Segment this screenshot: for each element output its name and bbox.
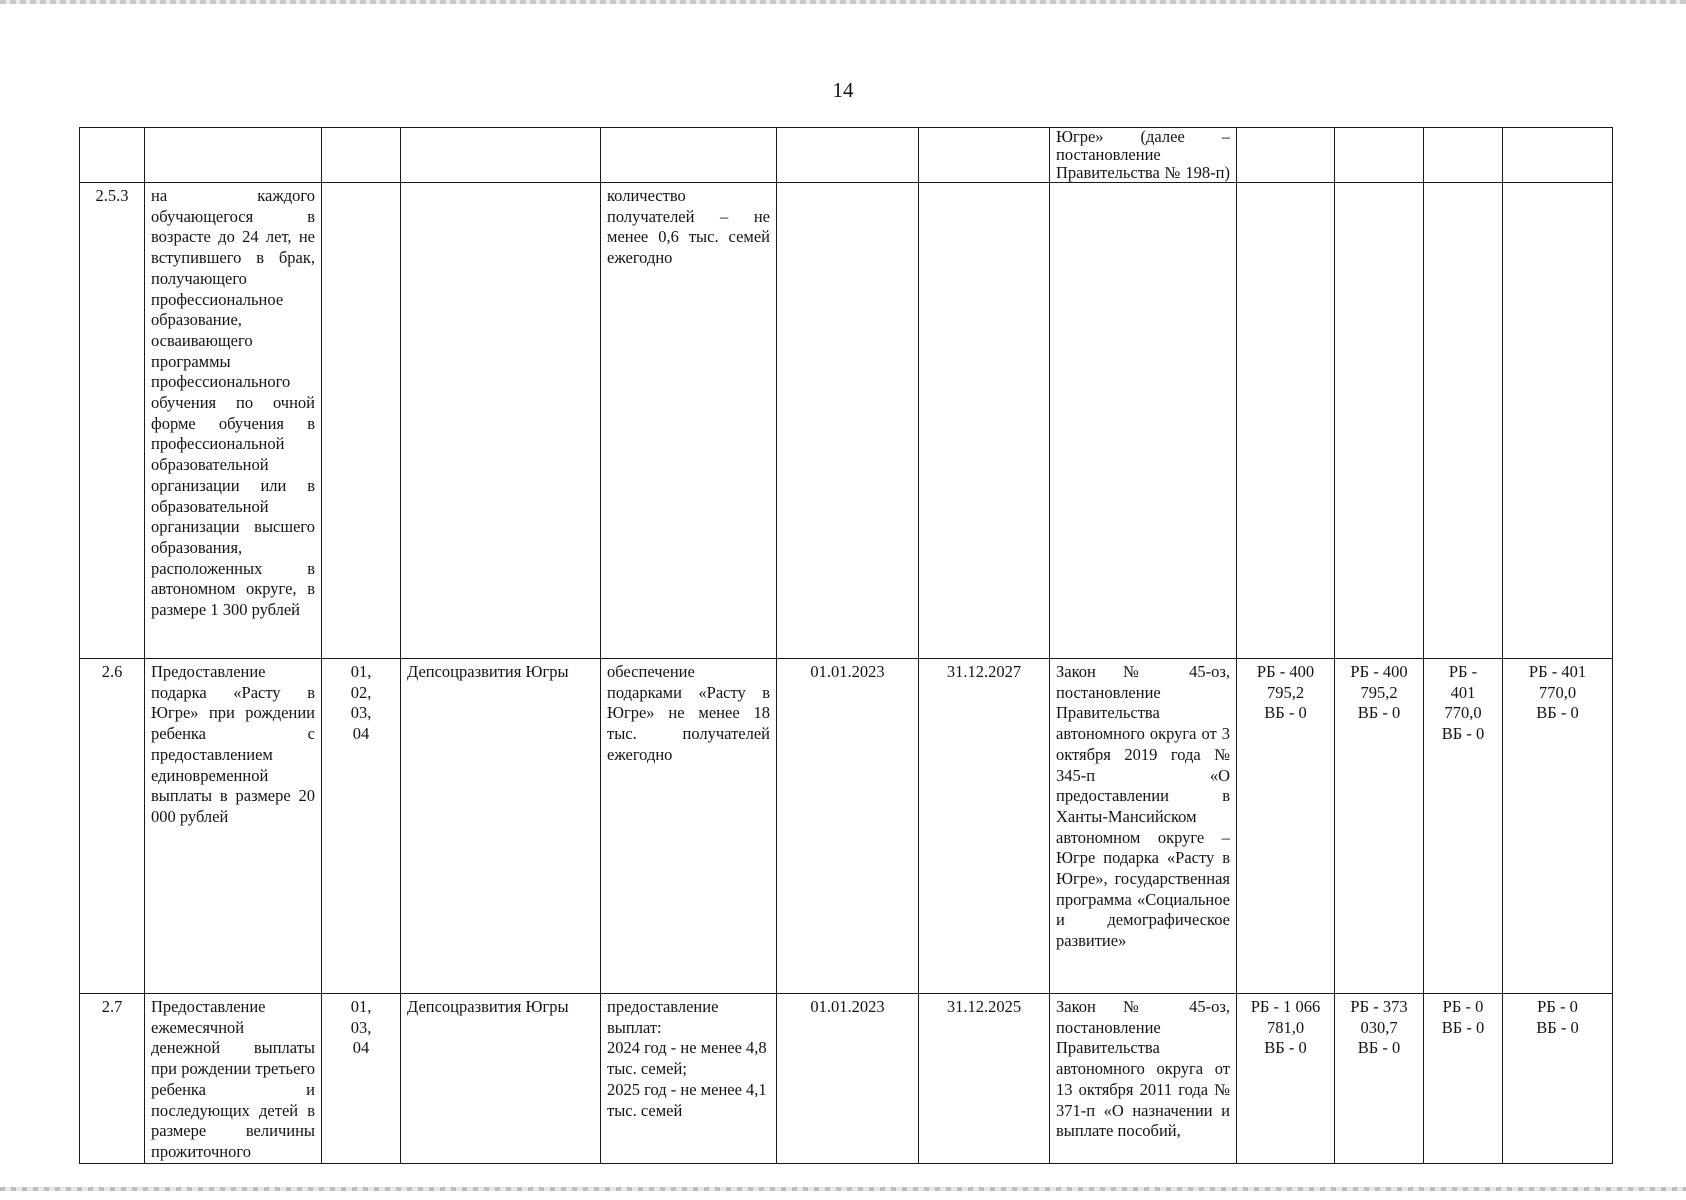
cell-num: 2.5.3 <box>80 183 145 659</box>
cell-end: 31.12.2027 <box>919 659 1050 994</box>
cell-codes <box>322 128 401 183</box>
cell-program <box>1050 183 1237 659</box>
cell-executor <box>401 183 601 659</box>
cell-num: 2.6 <box>80 659 145 994</box>
cell-codes: 01, 03, 04 <box>322 994 401 1164</box>
cell-v4: РБ - 0 ВБ - 0 <box>1503 994 1613 1164</box>
cell-end: 31.12.2025 <box>919 994 1050 1164</box>
cell-name: Предоставление ежемесячной денежной выплаты при рождении третьего ребенка и последующих детей в размере величины прожиточного <box>145 994 322 1164</box>
cell-v3: РБ - 401 770,0 ВБ - 0 <box>1424 659 1503 994</box>
table-row-2-7 <box>80 994 1613 1164</box>
page-number: 14 <box>832 78 854 102</box>
cell-start <box>777 183 919 659</box>
program-table <box>79 127 1613 1164</box>
cell-end <box>919 128 1050 183</box>
cell-codes <box>322 183 401 659</box>
cell-program <box>1050 128 1237 183</box>
cell-executor <box>401 128 601 183</box>
cell-start: 01.01.2023 <box>777 659 919 994</box>
scan-bottom-edge <box>0 1187 1686 1191</box>
table-row-2-5-3 <box>80 183 1613 659</box>
cell-program: Закон № 45-оз, постановление Правительства автономного округа от 13 октября 2011 года № 371-п «О назначении и выплате пособий, <box>1050 994 1237 1164</box>
cell-executor: Депсоцразвития Югры <box>401 994 601 1164</box>
cell-result <box>601 128 777 183</box>
cell-start: 01.01.2023 <box>777 994 919 1164</box>
cell-v3: РБ - 0 ВБ - 0 <box>1424 994 1503 1164</box>
cell-v1 <box>1237 128 1335 183</box>
cell-end <box>919 183 1050 659</box>
cell-result: количество получателей – не менее 0,6 тыс. семей ежегодно <box>601 183 777 659</box>
cell-v4 <box>1503 128 1613 183</box>
cell-v2 <box>1335 128 1424 183</box>
cell-v4 <box>1503 183 1613 659</box>
cell-result: предоставление выплат: 2024 год - не менее 4,8 тыс. семей; 2025 год - не менее 4,1 тыс. семей <box>601 994 777 1164</box>
cell-v3 <box>1424 128 1503 183</box>
cell-v2: РБ - 373 030,7 ВБ - 0 <box>1335 994 1424 1164</box>
cell-v4: РБ - 401 770,0 ВБ - 0 <box>1503 659 1613 994</box>
cell-v1 <box>1237 183 1335 659</box>
table-row-continuation <box>80 128 1613 183</box>
cell-name: Предоставление подарка «Расту в Югре» при рождении ребенка с предоставлением единовременной выплаты в размере 20 000 рублей <box>145 659 322 994</box>
cell-num <box>80 128 145 183</box>
cell-v1: РБ - 400 795,2 ВБ - 0 <box>1237 659 1335 994</box>
scan-top-edge <box>0 0 1686 4</box>
cell-name: на каждого обучающегося в возрасте до 24 лет, не вступившего в брак, получающего профессиональное образование, осваивающего программы профессионального обучения по очной форме обучения в профессиональной образовательной организации или в образовательной организации высшего образования, расположенных в автономном округе, в размере 1 300 рублей <box>145 183 322 659</box>
cell-name <box>145 128 322 183</box>
cell-executor: Депсоцразвития Югры <box>401 659 601 994</box>
cell-v2: РБ - 400 795,2 ВБ - 0 <box>1335 659 1424 994</box>
cell-start <box>777 128 919 183</box>
cell-v3 <box>1424 183 1503 659</box>
cell-codes: 01, 02, 03, 04 <box>322 659 401 994</box>
table-row-2-6 <box>80 659 1613 994</box>
cell-v1: РБ - 1 066 781,0 ВБ - 0 <box>1237 994 1335 1164</box>
cell-v2 <box>1335 183 1424 659</box>
program-continuation-text: Югре» (далее – постановление Правительства № 198-п) <box>1056 127 1230 182</box>
cell-result: обеспечение подарками «Расту в Югре» не менее 18 тыс. получателей ежегодно <box>601 659 777 994</box>
cell-program: Закон № 45-оз, постановление Правительства автономного округа от 3 октября 2019 года № 345-п «О предоставлении в Ханты-Мансийском автономном округе – Югре подарка «Расту в Югре», государственная программа «Социальное и демографическое развитие» <box>1050 659 1237 994</box>
cell-num: 2.7 <box>80 994 145 1164</box>
